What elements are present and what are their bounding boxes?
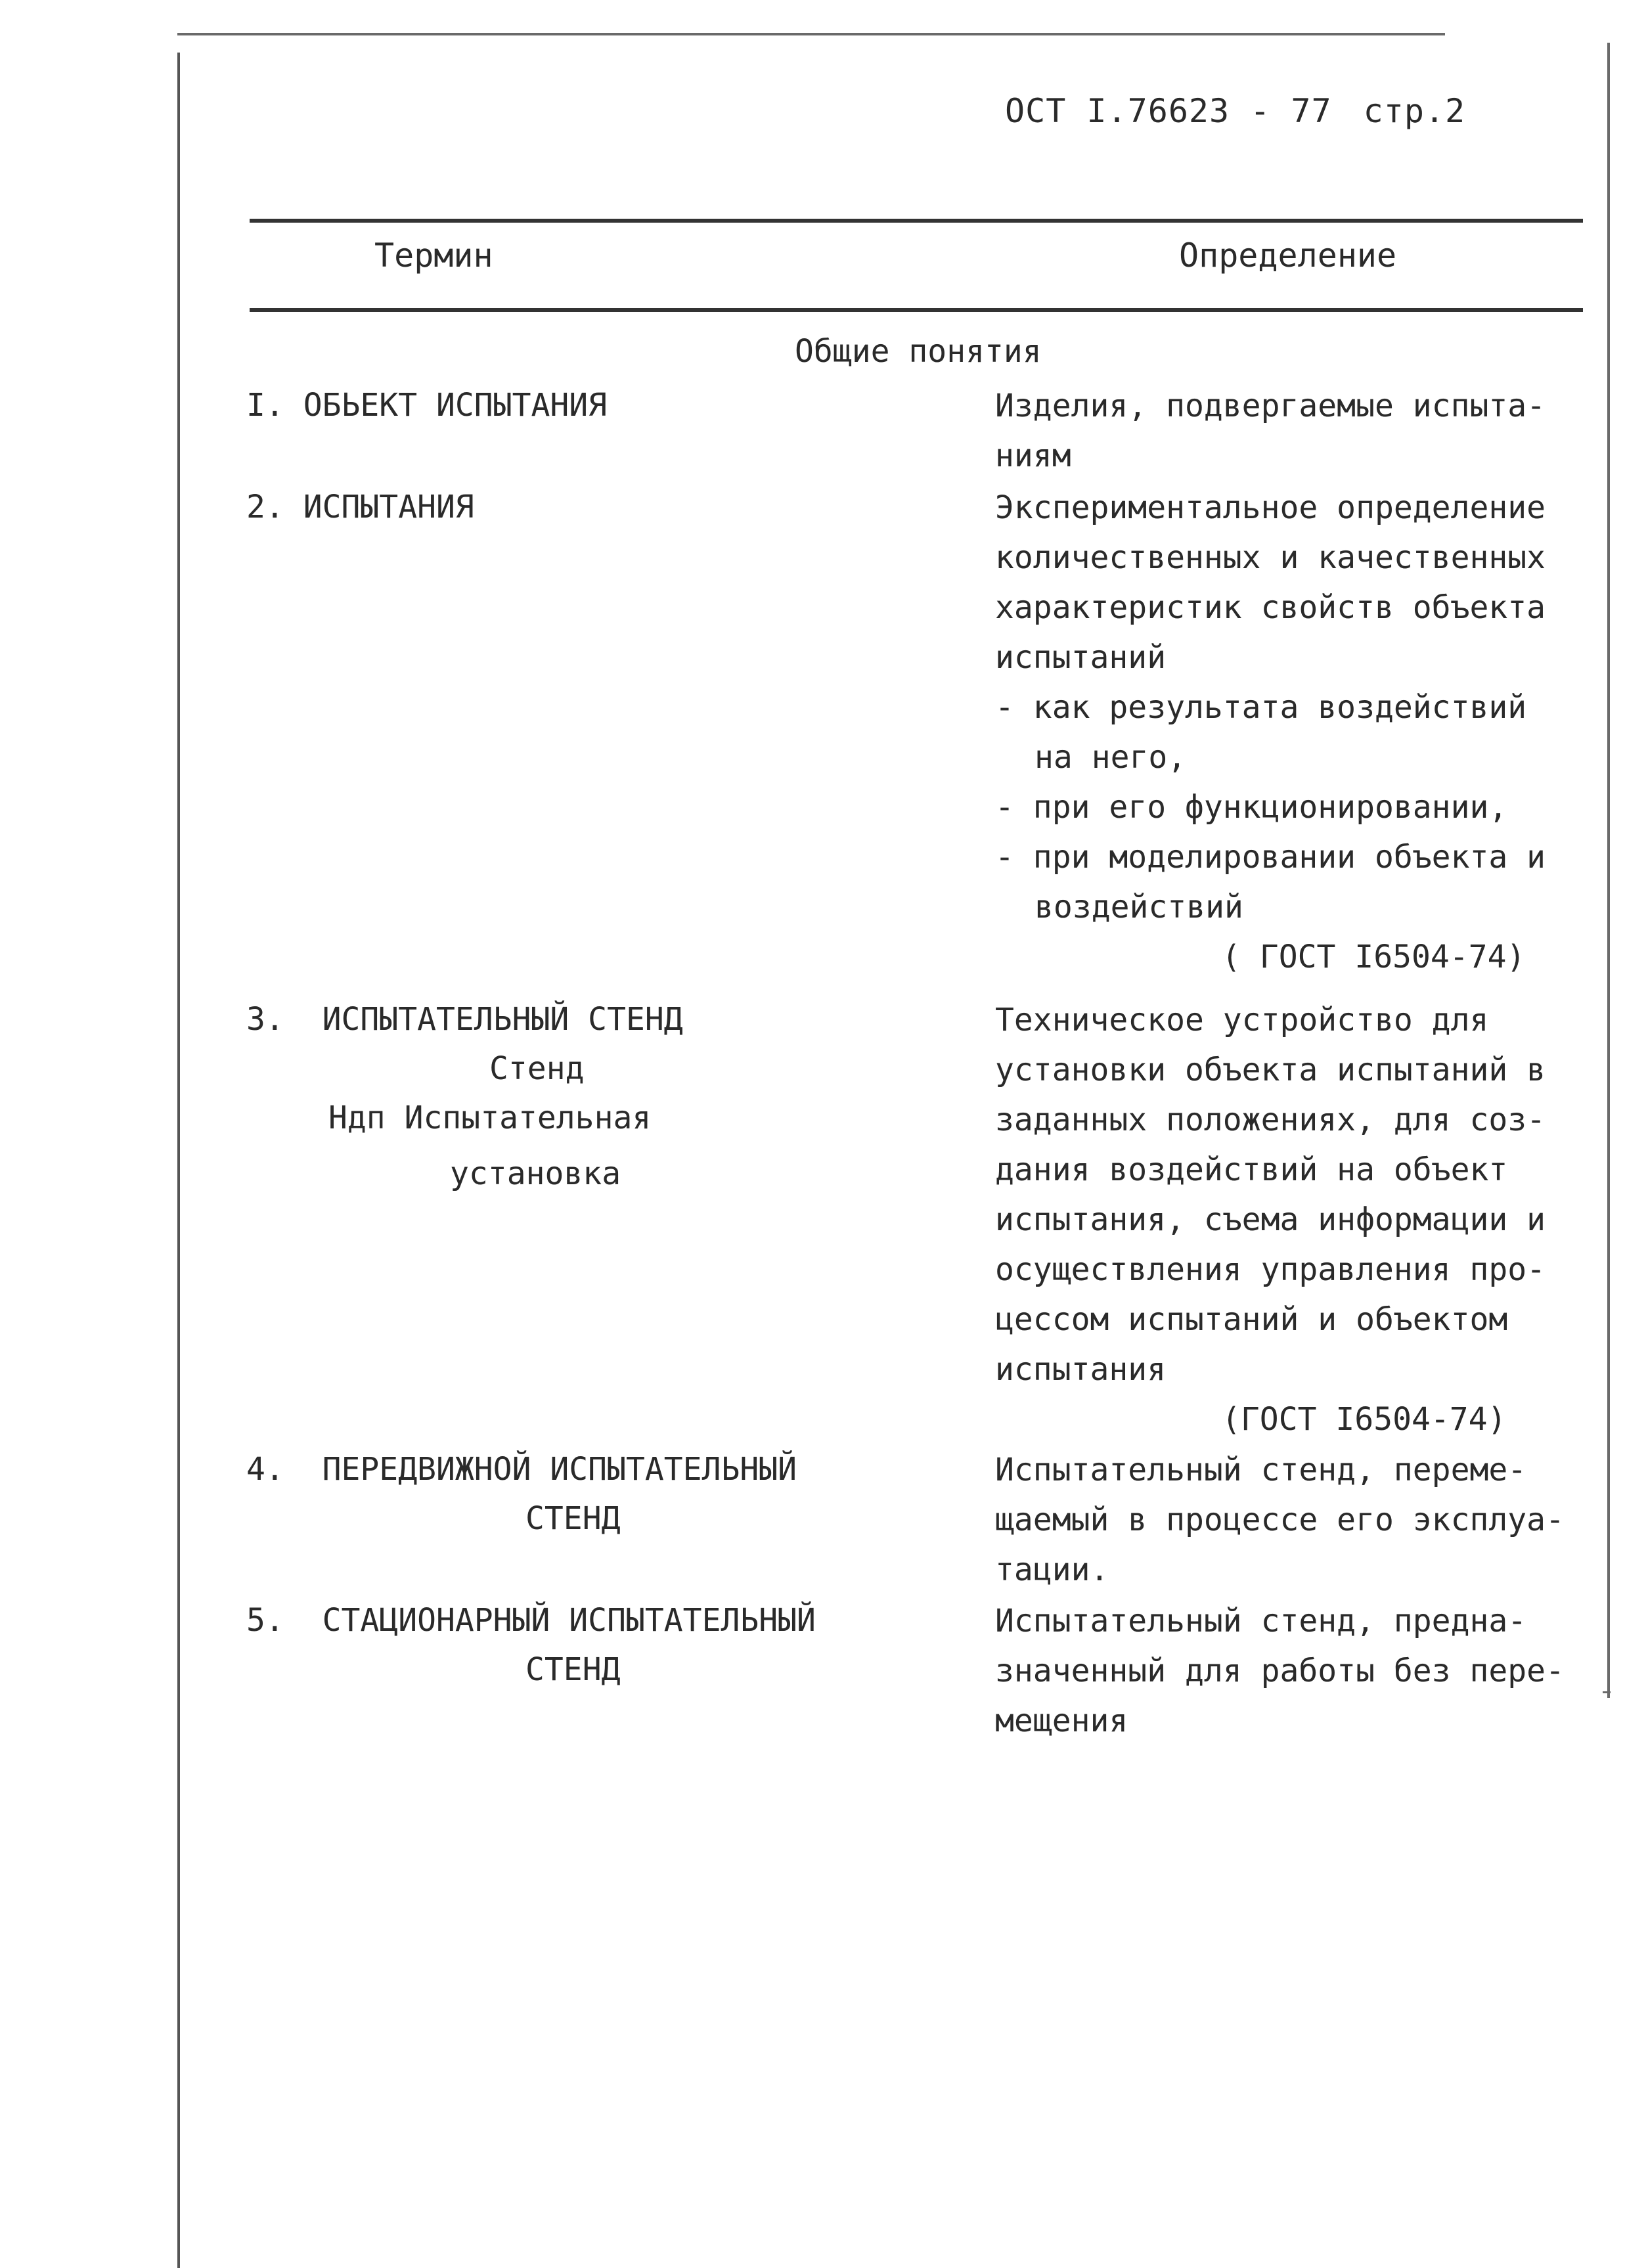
definition-line: Испытательный стенд, переме- — [995, 1452, 1527, 1488]
scan-frame-left — [177, 53, 180, 2268]
definition-entry-5 — [995, 1596, 1586, 1746]
column-header-definition: Определение — [1179, 236, 1397, 275]
page-number: стр.2 — [1363, 92, 1466, 130]
definition-line: осуществления управления про- — [995, 1251, 1546, 1288]
term-number: 3. — [246, 1001, 284, 1038]
standard-reference: ( ГОСТ I6504-74) — [1222, 939, 1526, 975]
definition-line: заданных положениях, для соз- — [995, 1101, 1546, 1138]
definition-line: на него, — [1035, 739, 1187, 776]
term-entry-5 — [246, 1596, 816, 1695]
column-header-term: Термин — [374, 236, 493, 275]
term-line — [246, 483, 474, 532]
definition-line: ниям — [995, 437, 1071, 474]
page-header — [1005, 92, 1570, 130]
term-number: I. — [246, 387, 284, 424]
definition-line: тации. — [995, 1551, 1109, 1588]
definition-line: мещения — [995, 1702, 1128, 1739]
term-line — [246, 1596, 816, 1645]
scan-frame-top — [177, 33, 1445, 35]
definition-line: дания воздействий на объект — [995, 1151, 1508, 1188]
term-number: 5. — [246, 1602, 284, 1639]
term-text: СТАЦИОНАРНЫЙ ИСПЫТАТЕЛЬНЫЙ — [322, 1602, 816, 1639]
term-entry-3 — [246, 995, 683, 1199]
term-text: ИСПЫТАНИЯ — [303, 489, 474, 525]
definition-line: щаемый в процессе его эксплуа- — [995, 1501, 1565, 1538]
definition-line: установки объекта испытаний в — [995, 1052, 1546, 1088]
definition-line: Испытательный стенд, предна- — [995, 1603, 1527, 1639]
definition-entry-2 — [995, 483, 1586, 982]
term-deprecated-cont: установка — [450, 1155, 621, 1192]
term-line — [246, 995, 683, 1044]
term-line — [246, 1445, 797, 1494]
definition-line: - при его функционировании, — [995, 789, 1508, 826]
definition-line: Изделия, подвергаемые испыта- — [995, 388, 1546, 424]
term-text-cont: СТЕНД — [525, 1651, 621, 1688]
definition-line: - как результата воздействий — [995, 689, 1527, 726]
standard-reference: (ГОСТ I6504-74) — [1222, 1401, 1507, 1438]
definition-line: количественных и качественных — [995, 539, 1546, 576]
definition-entry-4 — [995, 1445, 1586, 1595]
definition-line: значенный для работы без пере- — [995, 1653, 1565, 1689]
definition-line: испытания, съема информации и — [995, 1201, 1546, 1238]
term-number: 4. — [246, 1451, 284, 1488]
term-entry-4 — [246, 1445, 797, 1544]
definition-line: Экспериментальное определение — [995, 489, 1546, 526]
definition-line: характеристик свойств объекта — [995, 589, 1546, 626]
definition-line: Техническое устройство для — [995, 1002, 1489, 1038]
term-number: 2. — [246, 489, 284, 525]
term-line — [246, 381, 607, 430]
definition-line: цессом испытаний и объектом — [995, 1301, 1508, 1338]
definition-line: испытания — [995, 1351, 1167, 1388]
section-title: Общие понятия — [795, 333, 1042, 370]
definition-line: испытаний — [995, 639, 1167, 676]
definition-entry-3 — [995, 995, 1586, 1444]
term-entry-2 — [246, 483, 474, 532]
term-deprecated: Ндп Испытательная — [328, 1100, 652, 1136]
term-synonym: Стенд — [489, 1050, 585, 1087]
table-top-rule — [250, 219, 1583, 223]
document-code: ОСТ I.76623 - 77 — [1005, 92, 1332, 130]
term-text: ПЕРЕДВИЖНОЙ ИСПЫТАТЕЛЬНЫЙ — [322, 1451, 797, 1488]
term-entry-1 — [246, 381, 607, 430]
scan-frame-right — [1607, 43, 1610, 1698]
definition-line: воздействий — [1035, 889, 1243, 925]
definition-entry-1 — [995, 381, 1586, 481]
definition-line: - при моделировании объекта и — [995, 839, 1546, 876]
term-text-cont: СТЕНД — [525, 1500, 621, 1537]
term-text: ОБЬЕКТ ИСПЫТАНИЯ — [303, 387, 608, 424]
term-text: ИСПЫТАТЕЛЬНЫЙ СТЕНД — [322, 1001, 683, 1038]
table-header-rule — [250, 308, 1583, 312]
scan-frame-tick — [1603, 1691, 1611, 1693]
